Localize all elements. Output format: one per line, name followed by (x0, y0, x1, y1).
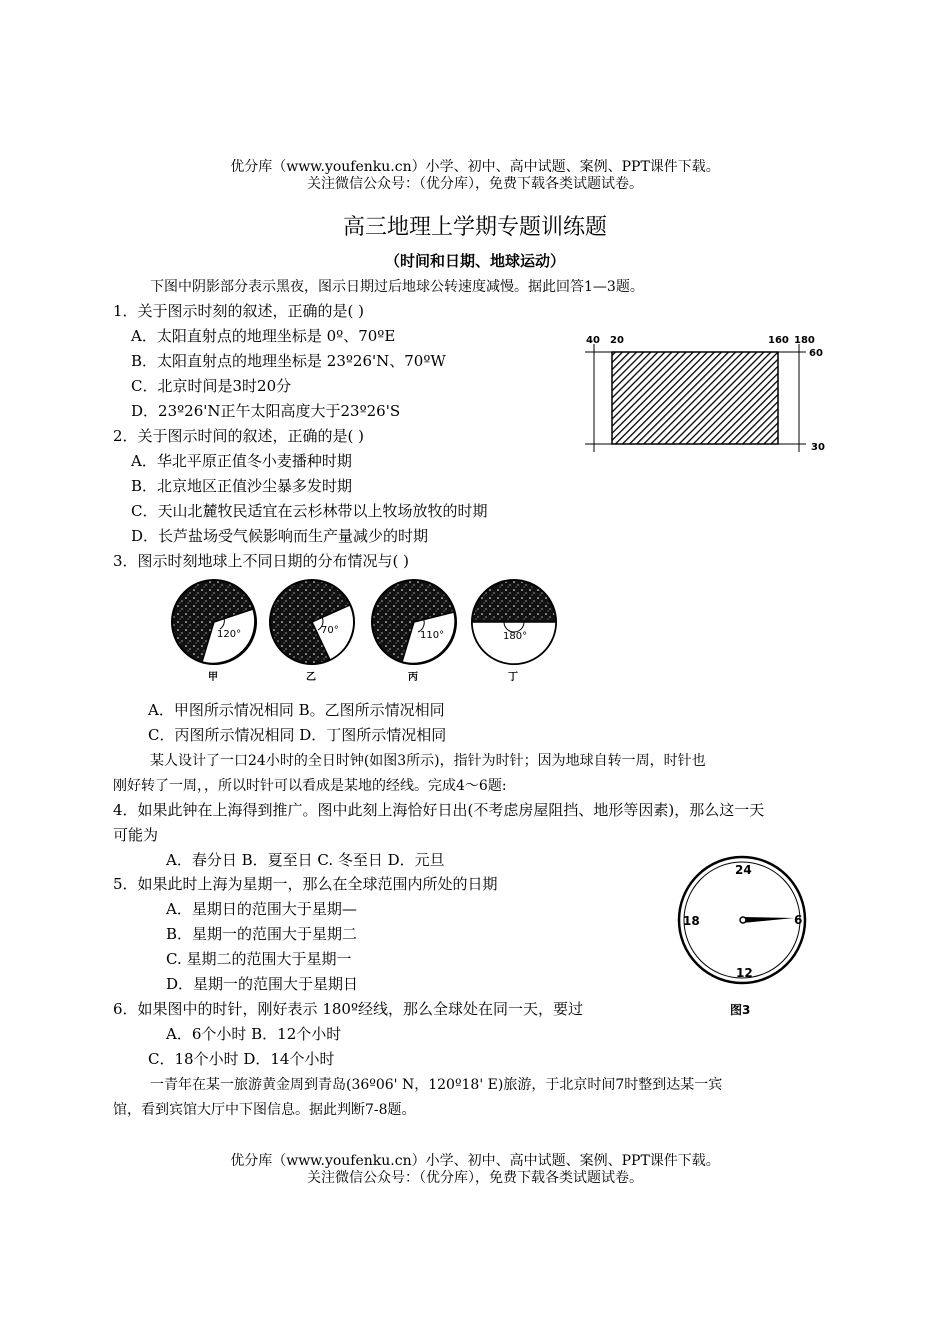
q5-option-a: A．星期日的范围大于星期— (166, 900, 357, 918)
intro-text-2-line-2: 刚好转了一周，，所以时针可以看成是某地的经线。完成4～6题: (113, 778, 507, 794)
intro-text-2-line-1: 某人设计了一口24小时的全日时钟(如图3所示)，指针为时针；因为地球自转一周，时针也 (150, 753, 706, 769)
circle-jia (172, 580, 256, 683)
q5-option-c: C. 星期二的范围大于星期一 (166, 950, 352, 968)
night-shaded-area (612, 352, 778, 444)
clock-number-24: 24 (735, 863, 752, 877)
q6-stem: 6．如果图中的时针，刚好表示 180º经线，那么全球处在同一天，要过 (113, 1000, 583, 1018)
lon-label-40: 40 (586, 335, 600, 346)
angle-label-bing: 110° (420, 630, 445, 641)
header-line-2: 关注微信公众号：（优分库），免费下载各类试题试卷。 (307, 176, 643, 192)
intro-text-3-line-1: 一青年在某一旅游黄金周到青岛(36º06' N，120º18' E)旅游，于北京时间7时整到达某一宾 (150, 1077, 723, 1093)
q2-option-b: B．北京地区正值沙尘暴多发时期 (131, 477, 353, 495)
q4-stem-line-1: 4．如果此钟在上海得到推广。图中此刻上海恰好日出(不考虑房屋阻挡、地形等因素)，那么这一天 (113, 801, 765, 819)
circle-bing (372, 580, 456, 683)
clock-caption: 图3 (730, 1003, 751, 1017)
lat-label-30: 30 (811, 442, 825, 453)
lon-label-180: 180 (794, 335, 815, 346)
lat-label-60: 60 (809, 348, 823, 359)
intro-text-3-line-2: 馆，看到宾馆大厅中下图信息。据此判断7-8题。 (113, 1102, 416, 1118)
q1-option-b: B．太阳直射点的地理坐标是 23º26'N、70ºW (131, 352, 446, 370)
footer-line-2: 关注微信公众号：（优分库），免费下载各类试题试卷。 (307, 1170, 643, 1186)
24-hour-clock-figure (670, 850, 820, 1022)
clock-number-12: 12 (736, 966, 753, 980)
circle-name-ding: 丁 (508, 672, 518, 683)
q2-option-a: A．华北平原正值冬小麦播种时期 (131, 452, 352, 470)
angle-label-jia: 120° (217, 629, 242, 640)
night-rectangle-figure (580, 330, 830, 455)
q3-options-cd: C．丙图所示情况相同 D．丁图所示情况相同 (148, 726, 447, 744)
q6-options-ab: A．6个小时 B．12个小时 (166, 1025, 342, 1043)
circle-name-bing: 丙 (408, 672, 418, 683)
clock-number-6: 6 (794, 913, 803, 927)
angle-label-ding: 180° (503, 631, 528, 642)
q5-option-b: B．星期一的范围大于星期二 (166, 925, 358, 943)
q2-option-d: D．长芦盐场受气候影响而生产量减少的时期 (131, 527, 429, 545)
angle-label-yi: 70° (321, 625, 339, 636)
q4-stem-line-2: 可能为 (113, 826, 159, 844)
header-line-1: 优分库（www.youfenku.cn）小学、初中、高中试题、案例、PPT课件下载。 (230, 159, 720, 175)
circle-name-yi: 乙 (306, 672, 316, 683)
q6-options-cd: C．18个小时 D．14个小时 (148, 1050, 335, 1068)
q2-option-c: C．天山北麓牧民适宜在云杉林带以上牧场放牧的时期 (131, 502, 488, 520)
circle-name-jia: 甲 (208, 672, 218, 683)
lon-label-20: 20 (610, 335, 624, 346)
circle-ding (472, 580, 556, 683)
footer-line-1: 优分库（www.youfenku.cn）小学、初中、高中试题、案例、PPT课件下载。 (230, 1153, 720, 1169)
date-circles-figure (160, 572, 570, 692)
q3-stem: 3．图示时刻地球上不同日期的分布情况与( ) (113, 552, 410, 570)
q1-option-c: C．北京时间是3时20分 (131, 377, 292, 395)
circle-yi (270, 580, 354, 683)
page-subtitle: （时间和日期、地球运动） (384, 252, 565, 270)
q4-options: A．春分日 B．夏至日 C. 冬至日 D．元旦 (166, 851, 445, 869)
q1-stem: 1．关于图示时刻的叙述，正确的是( ) (113, 302, 365, 320)
intro-text-1: 下图中阴影部分表示黑夜，图示日期过后地球公转速度减慢。据此回答1—3题。 (150, 279, 644, 295)
q3-options-ab: A．甲图所示情况相同 B。乙图所示情况相同 (148, 701, 445, 719)
q2-stem: 2．关于图示时间的叙述，正确的是( ) (113, 427, 365, 445)
q1-option-a: A．太阳直射点的地理坐标是 0º、70ºE (131, 327, 396, 345)
q5-option-d: D．星期一的范围大于星期日 (166, 975, 359, 993)
clock-number-18: 18 (683, 914, 700, 928)
q5-stem: 5．如果此时上海为星期一，那么在全球范围内所处的日期 (113, 875, 498, 893)
page-title: 高三地理上学期专题训练题 (342, 215, 607, 240)
q1-option-d: D．23º26'N正午太阳高度大于23º26'S (131, 402, 401, 420)
lon-label-160: 160 (768, 335, 789, 346)
